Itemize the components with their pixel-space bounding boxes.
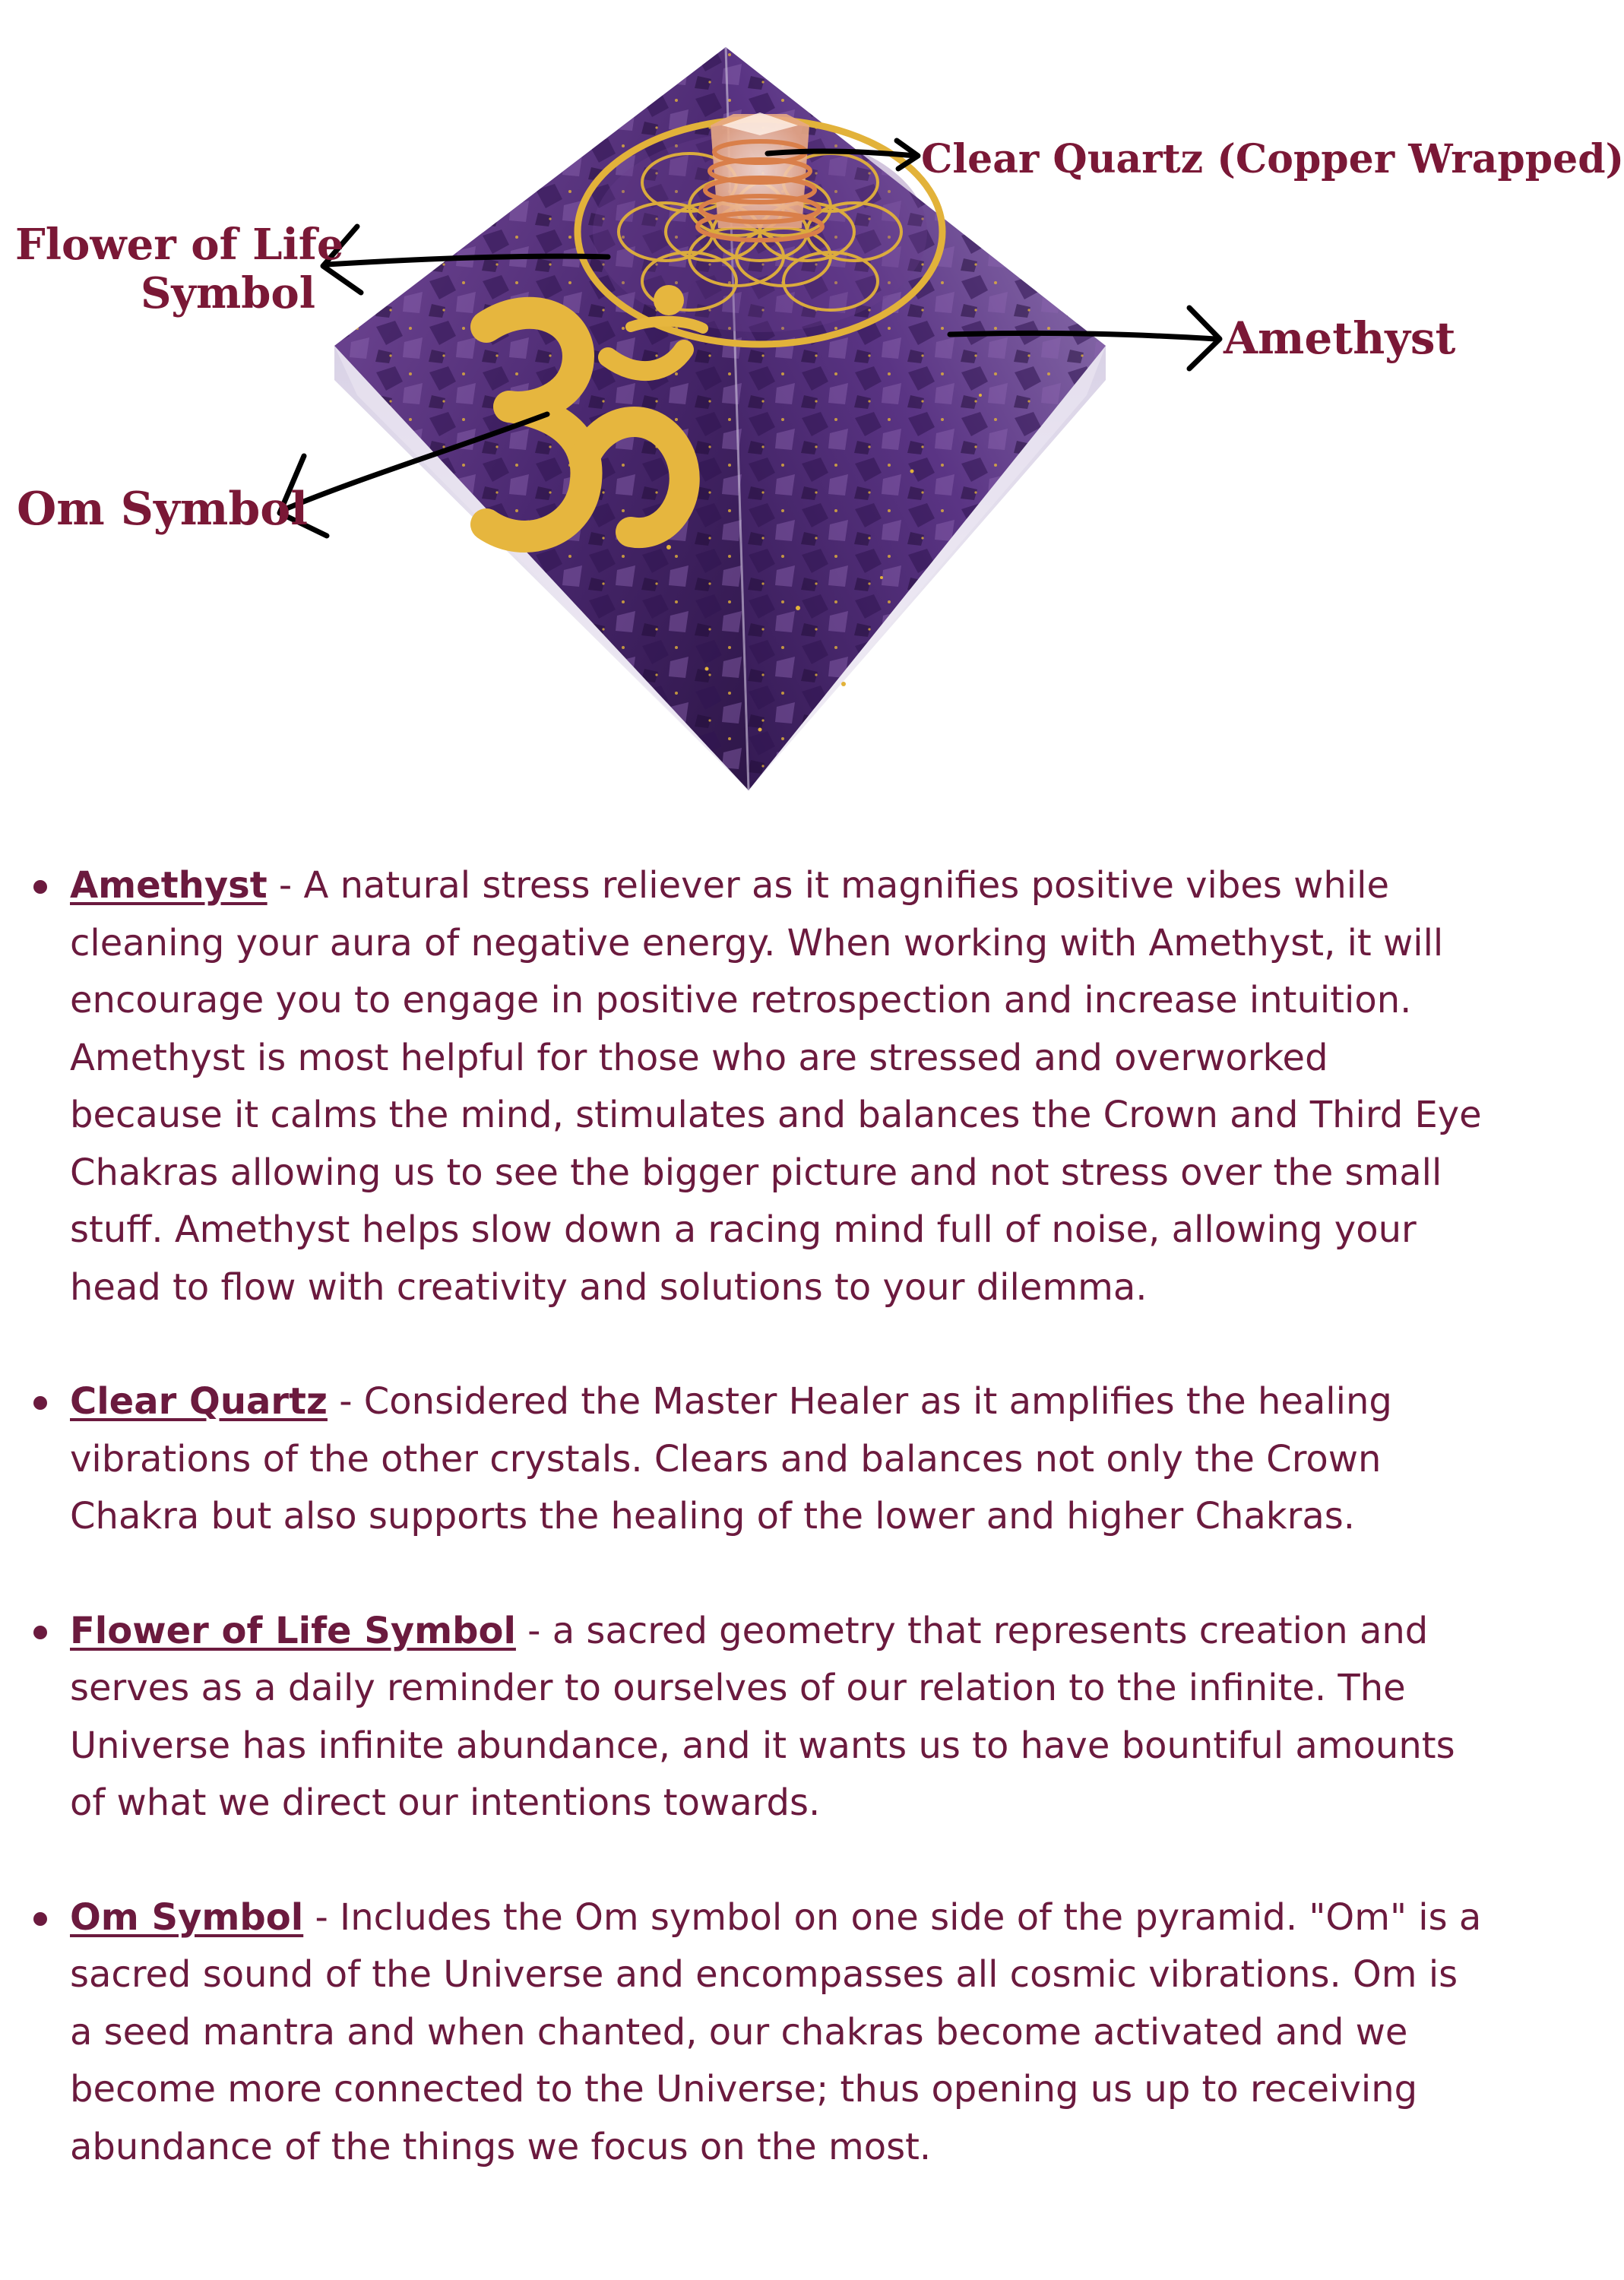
term-om-symbol: Om Symbol [70,1895,304,1939]
description-clear-quartz: - Considered the Master Healer as it amplifies the healing vibrations of the other crystals. Clears and balances not only the Crown Chakra but also supports the healing of the lower and higher Chakras. [70,1380,1392,1537]
term-amethyst: Amethyst [70,864,268,907]
bullet-dot [33,1396,47,1410]
term-clear-quartz: Clear Quartz [70,1380,328,1423]
product-figure [0,0,1624,806]
description-om-symbol: - Includes the Om symbol on one side of the pyramid. "Om" is a sacred sound of the Universe and encompasses all cosmic vibrations. Om is a seed mantra and when chanted, our chakras become activated and we become more connected to the Universe; thus opening us up to receiving abundance of the things we focus on the most. [70,1895,1482,2168]
label-flower-of-life-line1: Flower of Life [15,220,344,270]
bullet-dot [33,1912,47,1926]
description-flower-of-life: - a sacred geometry that represents creation and serves as a daily reminder to ourselves of our relation to the infinite. The Universe has infinite abundance, and it wants us to have bountiful amounts of what we direct our intentions towards. [70,1609,1455,1824]
label-clear-quartz: Clear Quartz (Copper Wrapped) [921,136,1624,182]
bullet-dot [33,1626,47,1639]
list-item-clear-quartz [30,1373,1489,1546]
orgonite-pyramid-illustration [0,0,1520,806]
label-om-symbol: Om Symbol [17,483,309,536]
bullet-dot [33,880,47,894]
label-flower-of-life-line2: Symbol [140,268,315,319]
description-amethyst: - A natural stress reliever as it magnifies positive vibes while cleaning your aura of negative energy. When working with Amethyst, it will encourage you to engage in positive retrospection and increase intuition. Amethyst is most helpful for those who are stressed and overworked because it calms the mind, stimulates and balances the Crown and Third Eye Chakras allowing us to see the bigger picture and not stress over the small stuff. Amethyst helps slow down a racing mind full of noise, allowing your head to flow with creativity and solutions to your dilemma. [70,864,1482,1309]
list-item-amethyst [30,857,1489,1316]
list-item-om-symbol [30,1889,1489,2177]
term-flower-of-life: Flower of Life Symbol [70,1609,516,1652]
label-amethyst: Amethyst [1224,312,1456,364]
description-list [30,857,1489,2176]
list-item-flower-of-life [30,1603,1489,1832]
label-flower-of-life [15,220,344,319]
